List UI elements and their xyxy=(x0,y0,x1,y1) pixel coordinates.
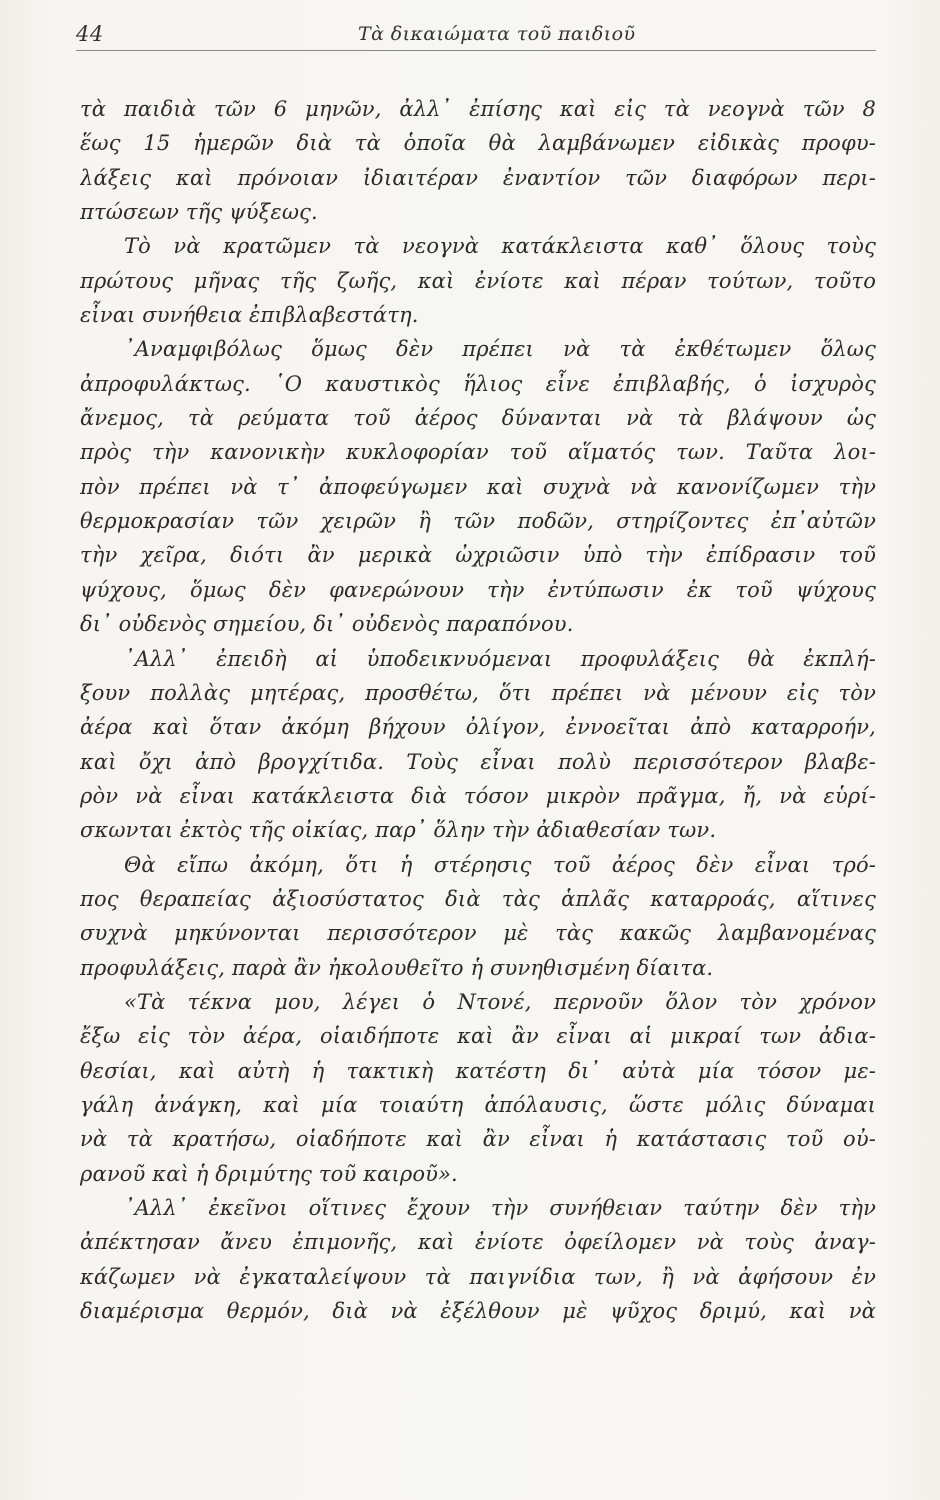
text-line: τὰ παιδιὰ τῶν 6 μηνῶν, ἀλλ᾽ ἐπίσης καὶ εἰς τὰ νεογνὰ τῶν 8 xyxy=(80,97,876,121)
text-line: κάζωμεν νὰ ἐγκαταλείψουν τὰ παιγνίδια των, ἢ νὰ ἀφήσουν ἐν xyxy=(80,1264,876,1289)
text-line: εἶναι συνήθεια ἐπιβλαβεστάτη. xyxy=(80,303,419,328)
text-line: σκωνται ἐκτὸς τῆς οἰκίας, παρ᾽ ὅλην τὴν ἀδιαθεσίαν των. xyxy=(80,818,717,843)
text-line: πος θεραπείας ἀξιοσύστατος διὰ τὰς ἁπλᾶς καταρροάς, αἵτινες xyxy=(80,886,876,911)
page-number: 44 xyxy=(76,22,104,46)
text-line: νὰ τὰ κρατήσω, οἱαδήποτε καὶ ἂν εἶναι ἡ κατάστασις τοῦ οὐ- xyxy=(80,1127,876,1152)
text-line: ἀπροφυλάκτως. ῾Ο καυστικὸς ἥλιος εἶνε ἐπιβλαβής, ὁ ἰσχυρὸς xyxy=(80,371,876,396)
text-line: λάξεις καὶ πρόνοιαν ἰδιαιτέραν ἐναντίον τῶν διαφόρων περι- xyxy=(80,165,876,190)
text-line: πρὸς τὴν κανονικὴν κυκλοφορίαν τοῦ αἵματός των. Ταῦτα λοι- xyxy=(80,440,876,465)
text-line: Θὰ εἴπω ἀκόμη, ὅτι ἡ στέρησις τοῦ ἀέρος δὲν εἶναι τρό- xyxy=(124,852,876,877)
text-line: διαμέρισμα θερμόν, διὰ νὰ ἐξέλθουν μὲ ψῦχος δριμύ, καὶ νὰ xyxy=(80,1299,876,1324)
text-line: ἕως 15 ἡμερῶν διὰ τὰ ὁποῖα θὰ λαμβάνωμεν εἰδικὰς προφυ- xyxy=(80,131,876,156)
running-head xyxy=(76,20,876,51)
text-line: πὸν πρέπει νὰ τ᾽ ἀποφεύγωμεν καὶ συχνὰ νὰ κανονίζωμεν τὴν xyxy=(80,474,876,499)
text-line: δι᾽ οὐδενὸς σημείου, δι᾽ οὐδενὸς παραπόνου. xyxy=(80,612,574,637)
text-line: ψύχους, ὅμως δὲν φανερώνουν τὴν ἐντύπωσιν ἐκ τοῦ ψύχους xyxy=(80,577,876,602)
text-line: πρώτους μῆνας τῆς ζωῆς, καὶ ἐνίοτε καὶ πέραν τούτων, τοῦτο xyxy=(80,268,876,293)
text-line: ᾽Αλλ᾽ ἐπειδὴ αἱ ὑποδεικνυόμεναι προφυλάξεις θὰ ἐκπλή- xyxy=(124,646,876,671)
text-line: θεσίαι, καὶ αὐτὴ ἡ τακτικὴ κατέστη δι᾽ αὐτὰ μία τόσον με- xyxy=(80,1058,876,1083)
body-text xyxy=(80,92,876,1328)
text-line: πτώσεων τῆς ψύξεως. xyxy=(80,200,318,225)
text-line: θερμοκρασίαν τῶν χειρῶν ἢ τῶν ποδῶν, στηρίζοντες ἐπ᾽αὐτῶν xyxy=(80,509,876,534)
text-line: ἄνεμος, τὰ ρεύματα τοῦ ἀέρος δύνανται νὰ τὰ βλάψουν ὡς xyxy=(80,406,876,431)
text-line: Τὸ νὰ κρατῶμεν τὰ νεογνὰ κατάκλειστα καθ᾽ ὅλους τοὺς xyxy=(124,234,876,259)
text-line: ἀέρα καὶ ὅταν ἀκόμη βήχουν ὀλίγον, ἐννοεῖται ἀπὸ καταρροήν, xyxy=(80,715,876,740)
running-title: Τὰ δικαιώματα τοῦ παιδιοῦ xyxy=(358,23,636,45)
text-line: ᾽Αναμφιβόλως ὅμως δὲν πρέπει νὰ τὰ ἐκθέτωμεν ὅλως xyxy=(124,337,876,362)
text-line: ρανοῦ καὶ ἡ δριμύτης τοῦ καιροῦ». xyxy=(80,1161,458,1186)
text-line: «Τὰ τέκνα μου, λέγει ὁ Ντονέ, περνοῦν ὅλον τὸν χρόνον xyxy=(124,989,876,1014)
text-line: ἀπέκτησαν ἄνευ ἐπιμονῆς, καὶ ἐνίοτε ὀφείλομεν νὰ τοὺς ἀναγ- xyxy=(80,1230,876,1255)
text-line: προφυλάξεις, παρὰ ἂν ἠκολουθεῖτο ἡ συνηθισμένη δίαιτα. xyxy=(80,955,714,980)
text-line: ἔξω εἰς τὸν ἀέρα, οἱαιδήποτε καὶ ἂν εἶναι αἱ μικραί των ἀδια- xyxy=(80,1024,876,1049)
text-line: γάλη ἀνάγκη, καὶ μία τοιαύτη ἀπόλαυσις, ὥστε μόλις δύναμαι xyxy=(80,1092,876,1117)
text-line: ξουν πολλὰς μητέρας, προσθέτω, ὅτι πρέπει νὰ μένουν εἰς τὸν xyxy=(80,680,876,705)
text-line: συχνὰ μηκύνονται περισσότερον μὲ τὰς κακῶς λαμβανομένας xyxy=(80,921,876,946)
text-line: ᾽Αλλ᾽ ἐκεῖνοι οἵτινες ἔχουν τὴν συνήθειαν ταύτην δὲν τὴν xyxy=(124,1196,876,1220)
text-line: καὶ ὄχι ἀπὸ βρογχίτιδα. Τοὺς εἶναι πολὺ περισσότερον βλαβε- xyxy=(80,749,876,774)
text-line: τὴν χεῖρα, διότι ἂν μερικὰ ὠχριῶσιν ὑπὸ τὴν ἐπίδρασιν τοῦ xyxy=(80,543,876,568)
text-line: ρὸν νὰ εἶναι κατάκλειστα διὰ τόσον μικρὸν πρᾶγμα, ἤ, νὰ εὑρί- xyxy=(80,783,876,808)
